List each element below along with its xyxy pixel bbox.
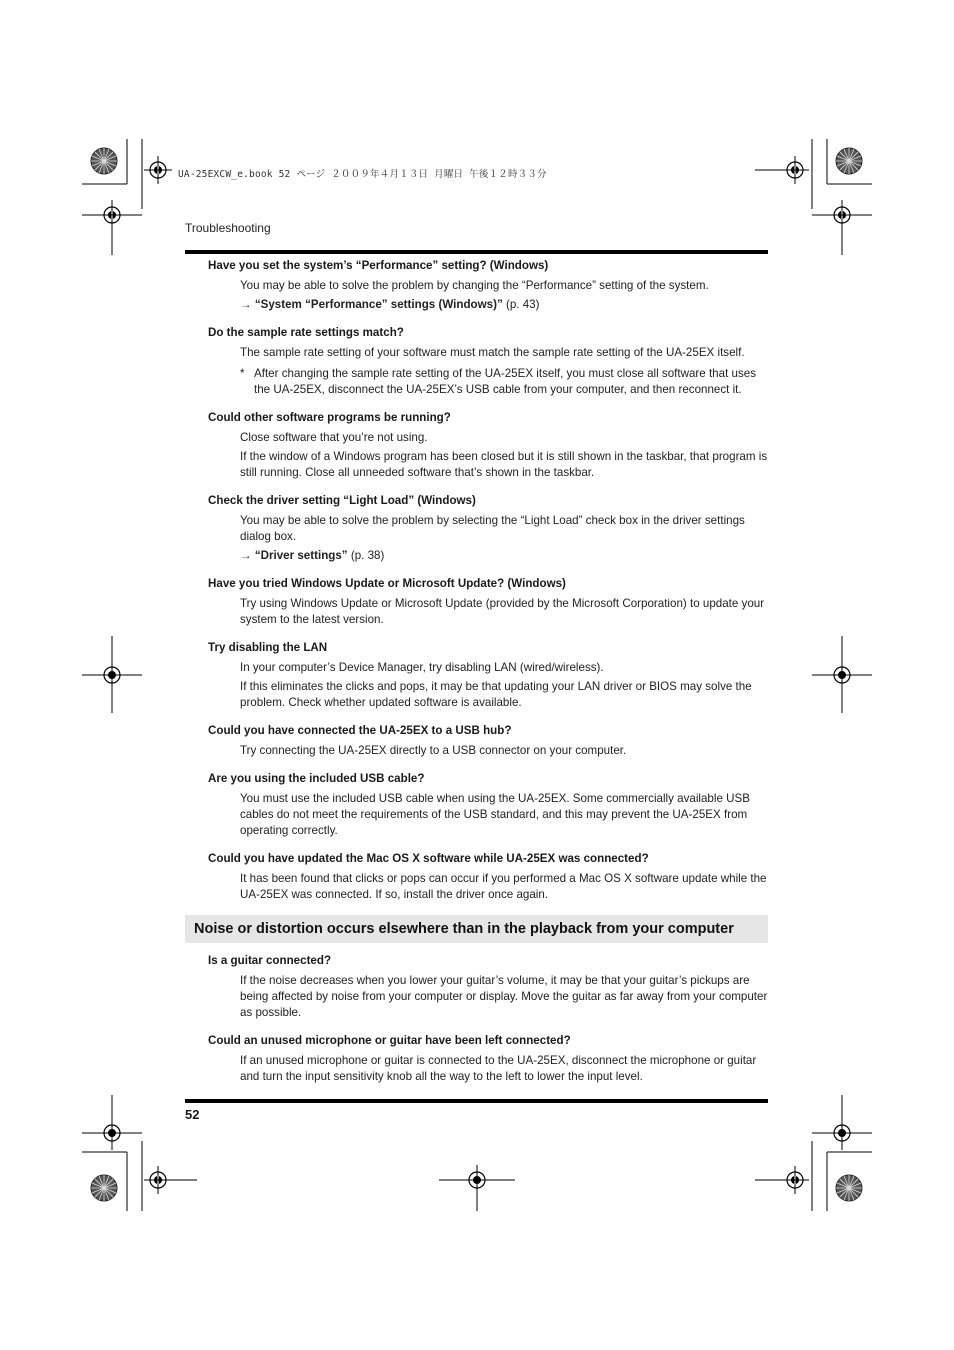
question-heading: Are you using the included USB cable? <box>208 772 425 785</box>
question-heading: Could an unused microphone or guitar have been left connected? <box>208 1034 571 1047</box>
running-head: Troubleshooting <box>185 221 271 235</box>
answer-text: If the noise decreases when you lower your guitar’s volume, it may be that your guitar’s pickups are being affected by noise from your computer or display. Move the guitar as far away from your computer as possible. <box>240 974 768 1019</box>
reference-page: (p. 38) <box>347 549 385 562</box>
question-heading: Have you set the system’s “Performance” setting? (Windows) <box>208 259 549 272</box>
reference-page: (p. 43) <box>502 298 540 311</box>
answer-text: If the window of a Windows program has been closed but it is still shown in the taskbar, that program is still running. Close all unneeded software that’s shown in the taskbar. <box>240 450 768 479</box>
answer-text: You must use the included USB cable when using the UA-25EX. Some commercially available USB cables do not meet the requirements of the USB standard, and this may prevent the UA-25EX from operating correctly. <box>240 792 750 837</box>
bottom-rule <box>185 1099 768 1103</box>
question-heading: Check the driver setting “Light Load” (Windows) <box>208 494 476 507</box>
answer-text: Close software that you’re not using. <box>240 431 428 444</box>
reference-title: “Driver settings” <box>254 549 348 562</box>
note-text: After changing the sample rate setting of the UA-25EX itself, you must close all software that uses the UA-25EX, disconnect the UA-25EX’s USB cable from your computer, and then reconnect it. <box>254 367 757 396</box>
answer-text: It has been found that clicks or pops can occur if you performed a Mac OS X software update while the UA-25EX was connected. If so, install the driver once again. <box>240 872 767 901</box>
arrow-icon: → <box>240 549 252 562</box>
question-heading: Could other software programs be running? <box>208 411 451 424</box>
question-heading: Is a guitar connected? <box>208 954 332 967</box>
arrow-icon: → <box>240 298 252 311</box>
answer-text: Try connecting the UA-25EX directly to a USB connector on your computer. <box>240 744 627 757</box>
section-heading: Noise or distortion occurs elsewhere than in the playback from your computer <box>185 915 768 943</box>
answer-text: You may be able to solve the problem by changing the “Performance” setting of the system. <box>240 279 709 292</box>
cross-reference <box>240 297 768 313</box>
faq-item <box>185 640 768 711</box>
question-heading: Do the sample rate settings match? <box>208 326 404 339</box>
page-number: 52 <box>185 1107 200 1122</box>
reference-title: “System “Performance” settings (Windows)” <box>254 298 503 311</box>
faq-item <box>185 851 768 903</box>
page-content <box>185 256 768 1097</box>
cross-reference <box>240 548 768 564</box>
answer-text: If this eliminates the clicks and pops, it may be that updating your LAN driver or BIOS may solve the problem. Check whether updated software is available. <box>240 680 752 709</box>
question-heading: Could you have updated the Mac OS X software while UA-25EX was connected? <box>208 852 649 865</box>
answer-text: Try using Windows Update or Microsoft Update (provided by the Microsoft Corporation) to update your system to the latest version. <box>240 597 765 626</box>
faq-item <box>185 771 768 839</box>
answer-text: You may be able to solve the problem by selecting the “Light Load” check box in the driver settings dialog box. <box>240 514 745 543</box>
faq-item <box>185 723 768 759</box>
faq-item <box>185 258 768 313</box>
faq-item <box>185 493 768 564</box>
question-heading: Could you have connected the UA-25EX to a USB hub? <box>208 724 512 737</box>
faq-item <box>185 410 768 481</box>
answer-text: The sample rate setting of your software must match the sample rate setting of the UA-25EX itself. <box>240 346 745 359</box>
faq-item <box>185 1033 768 1085</box>
top-rule <box>185 250 768 254</box>
faq-item <box>185 325 768 398</box>
book-info-slug: UA-25EXCW_e.book 52 ページ ２００９年４月１３日 月曜日 午後１２時３３分 <box>178 169 547 180</box>
answer-text: If an unused microphone or guitar is connected to the UA-25EX, disconnect the microphone or guitar and turn the input sensitivity knob all the way to the left to lower the input level. <box>240 1054 757 1083</box>
asterisk-icon: * <box>240 367 245 380</box>
note <box>240 366 768 398</box>
faq-item <box>185 576 768 628</box>
faq-item <box>185 953 768 1021</box>
answer-text: In your computer’s Device Manager, try disabling LAN (wired/wireless). <box>240 661 604 674</box>
question-heading: Try disabling the LAN <box>208 641 328 654</box>
question-heading: Have you tried Windows Update or Microsoft Update? (Windows) <box>208 577 566 590</box>
